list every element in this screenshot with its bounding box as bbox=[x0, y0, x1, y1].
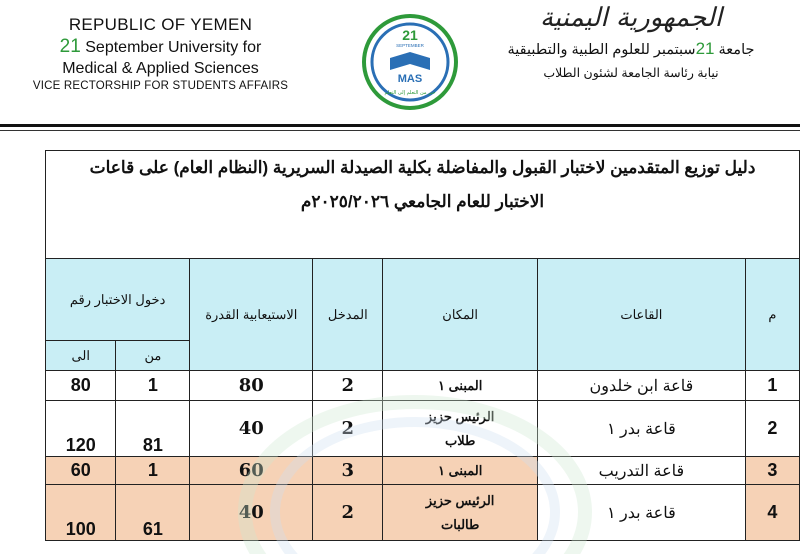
header-english bbox=[28, 14, 293, 93]
cell-hall: قاعة ابن خلدون bbox=[538, 371, 746, 401]
cell-entrance: 3 bbox=[313, 457, 383, 485]
cell-place-line1: الرئيس حزيز bbox=[425, 492, 495, 508]
cell-to: 80 bbox=[46, 371, 116, 401]
header-capacity: الاستيعابية القدرة bbox=[190, 259, 313, 371]
cell-capacity: 80 bbox=[190, 371, 313, 401]
exam-distribution-table bbox=[45, 150, 800, 541]
table-title-line2: الاختبار للعام الجامعي ٢٠٢٥/٢٠٢٦م bbox=[300, 192, 545, 211]
logo-number: 21 bbox=[402, 27, 418, 43]
cell-entrance: 2 bbox=[313, 485, 383, 541]
header-place: المكان bbox=[383, 259, 538, 371]
logo-month: SEPTEMBER bbox=[396, 43, 424, 48]
university-number-arabic: 21 bbox=[695, 38, 715, 58]
header-divider-thick bbox=[0, 124, 800, 127]
cell-from: 81 bbox=[116, 401, 190, 457]
university-name-arabic bbox=[478, 39, 784, 59]
cell-capacity: 40 bbox=[190, 485, 313, 541]
logo-letters: MAS bbox=[397, 73, 423, 85]
cell-capacity: 40 bbox=[190, 401, 313, 457]
table-row bbox=[46, 457, 800, 485]
table-row bbox=[46, 401, 800, 457]
university-name-text: September University for bbox=[80, 39, 262, 57]
table-title-line1: دليل توزيع المتقدمين لاختبار القبول والمفاضلة بكلية الصيدلة السريرية (النظام العام) على قاعات bbox=[89, 158, 756, 177]
cell-hall: قاعة بدر ١ bbox=[538, 485, 746, 541]
cell-place: المبنى ١ bbox=[383, 371, 538, 401]
table-row bbox=[46, 485, 800, 541]
cell-place: المبنى ١ bbox=[383, 457, 538, 485]
cell-serial: 2 bbox=[745, 401, 799, 457]
cell-from: 1 bbox=[116, 371, 190, 401]
cell-place-line2: طلاب bbox=[444, 432, 476, 448]
university-name-arabic-pre: جامعة bbox=[714, 41, 755, 58]
department-name-arabic: نيابة رئاسة الجامعة لشئون الطلاب bbox=[543, 65, 719, 80]
cell-place-line1: الرئيس حزيز bbox=[425, 408, 495, 424]
header-entrance: المدخل bbox=[313, 259, 383, 371]
university-name-line1 bbox=[28, 35, 293, 59]
cell-capacity: 60 bbox=[190, 457, 313, 485]
cell-entrance: 2 bbox=[313, 401, 383, 457]
table-row bbox=[46, 371, 800, 401]
header-range: دخول الاختبار رقم bbox=[46, 259, 190, 341]
cell-from: 1 bbox=[116, 457, 190, 485]
cell-hall: قاعة بدر ١ bbox=[538, 401, 746, 457]
cell-entrance: 2 bbox=[313, 371, 383, 401]
cell-to: 120 bbox=[46, 401, 116, 457]
header-to: الى bbox=[46, 341, 116, 371]
table-title bbox=[46, 151, 800, 259]
cell-place bbox=[383, 401, 538, 457]
country-name-calligraphy: الجمهورية اليمنية bbox=[539, 3, 723, 33]
logo-motto: خير من التعلم إلى التعلم bbox=[384, 90, 436, 96]
cell-place-line2: طالبات bbox=[440, 516, 480, 532]
cell-to: 100 bbox=[46, 485, 116, 541]
cell-serial: 4 bbox=[745, 485, 799, 541]
cell-place bbox=[383, 485, 538, 541]
university-name-line2: Medical & Applied Sciences bbox=[62, 60, 259, 77]
header-halls: القاعات bbox=[538, 259, 746, 371]
cell-serial: 1 bbox=[745, 371, 799, 401]
cell-hall: قاعة التدريب bbox=[538, 457, 746, 485]
cell-from: 61 bbox=[116, 485, 190, 541]
header-serial: م bbox=[745, 259, 799, 371]
department-name: VICE RECTORSHIP FOR STUDENTS AFFAIRS bbox=[32, 80, 289, 92]
university-name-arabic-post: سبتمبر للعلوم الطبية والتطبيقية bbox=[507, 41, 696, 58]
header-arabic bbox=[478, 4, 784, 80]
university-number: 21 bbox=[59, 36, 81, 58]
cell-serial: 3 bbox=[745, 457, 799, 485]
cell-to: 60 bbox=[46, 457, 116, 485]
country-name: REPUBLIC OF YEMEN bbox=[68, 15, 253, 34]
university-logo bbox=[360, 12, 460, 112]
header-from: من bbox=[116, 341, 190, 371]
header-divider-thin bbox=[0, 130, 800, 131]
